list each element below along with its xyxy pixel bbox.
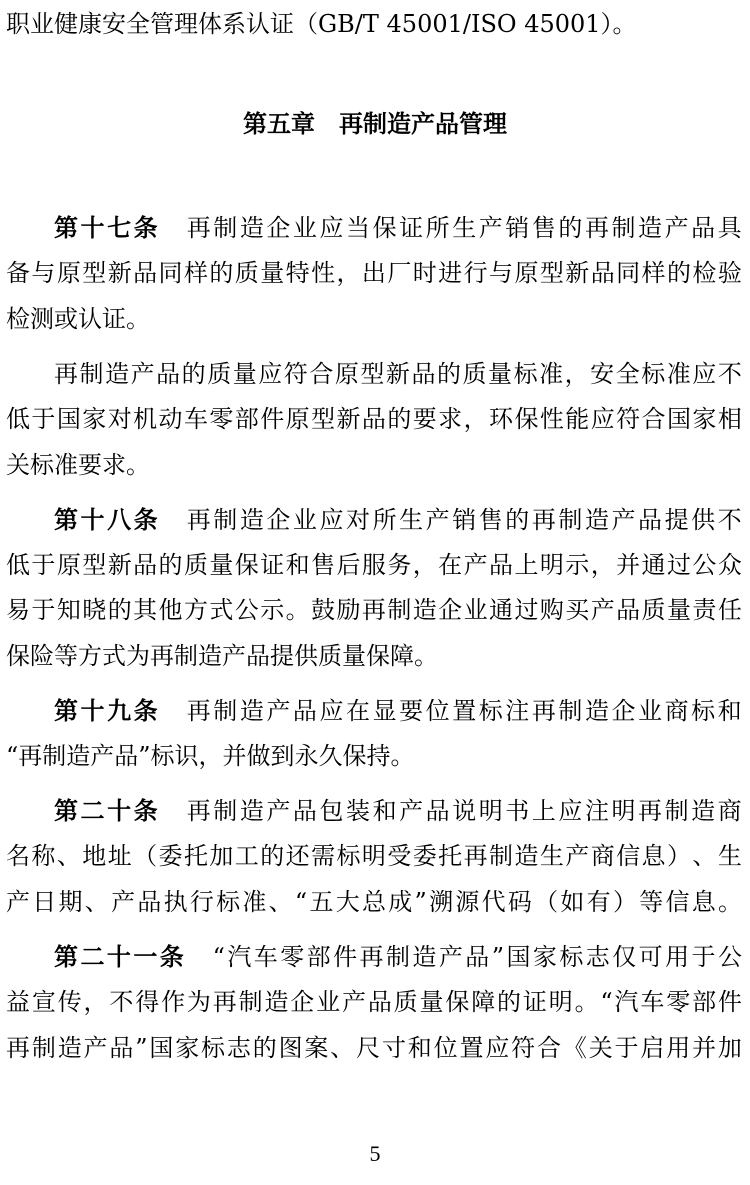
text-line: “再制造产品”标识，并做到永久保持。 [6, 742, 415, 770]
page-number: 5 [369, 1141, 381, 1166]
text-line: 第 二 十 一 条 “ 汽 车 零 部 件 再 制 造 产 品 ” 国 家 标 志 仅 可 用 于 公 [54, 943, 742, 971]
text-line: 检测或认证。 [6, 305, 150, 333]
text-line: 第 二 十 条 再 制 造 产 品 包 装 和 产 品 说 明 书 上 应 注 明 再 制 造 商 [54, 797, 742, 825]
text-line: 产 日 期 、 产 品 执 行 标 准 、 “ 五 大 总 成 ” 溯 源 代 码 （ 如 有 ） 等 信 息 。 [6, 888, 742, 916]
text-line: 第 十 八 条 再 制 造 企 业 应 对 所 生 产 销 售 的 再 制 造 产 品 提 供 不 [54, 506, 742, 534]
chapter-title: 第五章 再制造产品管理 [243, 110, 507, 138]
text-line: 低 于 原 型 新 品 的 质 量 保 证 和 售 后 服 务 ， 在 产 品 上 明 示 ， 并 通 过 公 众 [6, 551, 742, 579]
text-line: 第 十 九 条 再 制 造 产 品 应 在 显 要 位 置 标 注 再 制 造 企 业 商 标 和 [54, 697, 742, 725]
text-line: 第 十 七 条 再 制 造 企 业 应 当 保 证 所 生 产 销 售 的 再 制 造 产 品 具 [54, 214, 742, 242]
text-line: 益 宣 传 ， 不 得 作 为 再 制 造 企 业 产 品 质 量 保 障 的 证 明 。 “ 汽 车 零 部 件 [6, 988, 742, 1016]
text-line: 名 称 、 地 址 （ 委 托 加 工 的 还 需 标 明 受 委 托 再 制 造 生 产 商 信 息 ） 、 生 [6, 842, 742, 870]
text-line: 易 于 知 晓 的 其 他 方 式 公 示 。 鼓 励 再 制 造 企 业 通 过 购 买 产 品 质 量 责 任 [6, 596, 742, 624]
text-line: 备 与 原 型 新 品 同 样 的 质 量 特 性 ， 出 厂 时 进 行 与 原 型 新 品 同 样 的 检 验 [6, 259, 742, 287]
text-line: 保险等方式为再制造产品提供质量保障。 [6, 642, 438, 670]
header-line: 职业健康安全管理体系认证（GB/T 45001/ISO 45001）。 [6, 10, 637, 38]
text-line: 关标准要求。 [6, 451, 150, 479]
text-line: 低 于 国 家 对 机 动 车 零 部 件 原 型 新 品 的 要 求 ， 环 保 性 能 应 符 合 国 家 相 [6, 405, 742, 433]
text-line: 再 制 造 产 品 ” 国 家 标 志 的 图 案 、 尺 寸 和 位 置 应 符 合 《 关 于 启 用 并 加 [6, 1034, 742, 1062]
text-line: 再 制 造 产 品 的 质 量 应 符 合 原 型 新 品 的 质 量 标 准 ， 安 全 标 准 应 不 [54, 360, 742, 388]
